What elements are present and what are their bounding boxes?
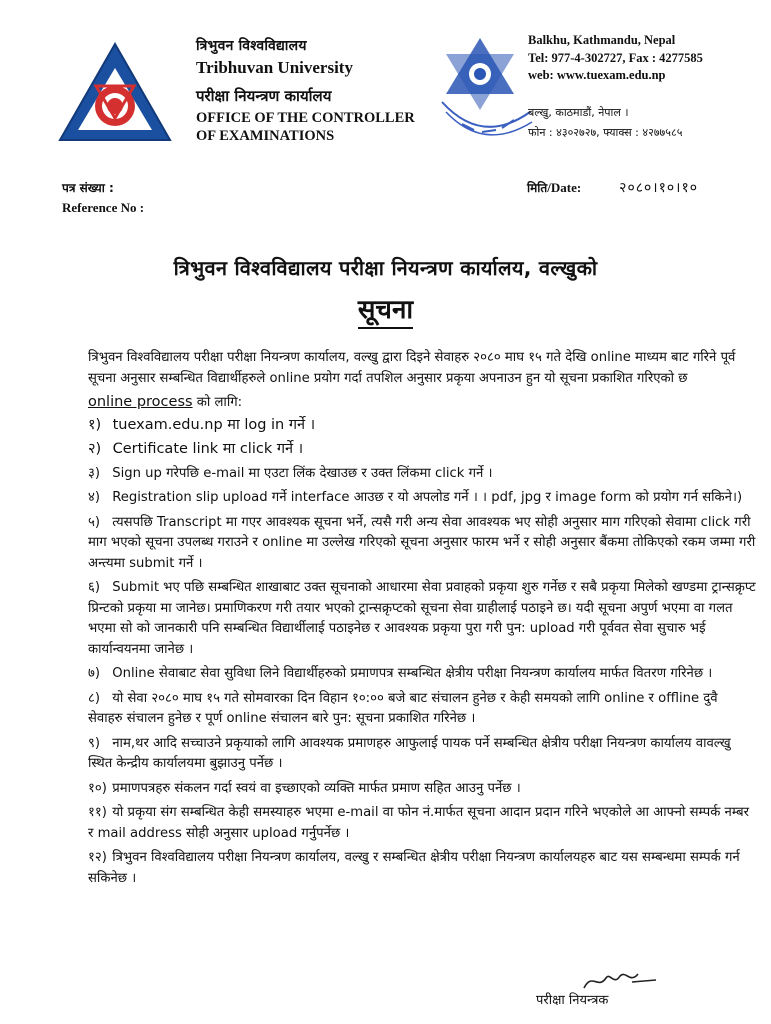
list-item	[88, 439, 756, 460]
item-number: ५)	[88, 514, 101, 530]
item-number: ४)	[88, 490, 101, 505]
tel-fax-en: Tel: 977-4-302727, Fax : 4277585	[528, 50, 703, 65]
process-heading-en: online process	[88, 394, 193, 410]
office-name-en-line1: OFFICE OF THE CONTROLLER	[196, 110, 415, 126]
office-name-np: परीक्षा नियन्त्रण कार्यालय	[196, 87, 332, 105]
patra-sankhya-label: पत्र संख्या :	[62, 181, 114, 195]
date-value: २०८०।१०।१०	[619, 180, 699, 196]
notice-body	[88, 348, 756, 893]
process-heading-np: को लागि:	[192, 395, 243, 410]
signature-label: परीक्षा नियन्त्रक	[536, 993, 609, 1008]
date-block	[527, 178, 698, 197]
contact-block	[528, 32, 763, 143]
item-number: १०)	[88, 780, 107, 796]
list-item	[88, 848, 756, 889]
notice-title: त्रिभुवन विश्वविद्यालय परीक्षा नियन्त्रण कार्यालय, वल्खुको	[173, 256, 598, 280]
item-text: Sign up गरेपछि e-mail मा एउटा लिंक देखाउछ र उक्त लिंकमा click गर्ने ।	[112, 465, 493, 481]
list-item	[88, 664, 756, 685]
list-item	[88, 415, 756, 436]
item-text: त्यसपछि Transcript मा गएर आवश्यक सूचना भर्ने, त्यसै गरी अन्य सेवा आवश्यक भए सोही अनुसार माग गरिएको सेवामा click गरी माग भएको सूचना उपलब्ध गराउने र online मा उल्लेख गरिएको सूचना अनुसार फारम भर्ने र सोही अनुसार बैंकमा तोकिएको रकम जम्मा गरी अन्त्यमा submit गर्ने ।	[88, 514, 756, 571]
university-name-en: Tribhuvan University	[196, 58, 353, 77]
list-item	[88, 734, 756, 775]
office-name-en-line2: OF EXAMINATIONS	[196, 128, 335, 144]
reference-block	[62, 178, 144, 218]
item-text: प्रमाणपत्रहरु संकलन गर्दा स्वयं वा इच्छाएको व्यक्ति मार्फत प्रमाण सहित आउनु पर्नेछ ।	[112, 780, 521, 796]
list-item	[88, 464, 756, 485]
university-name-np: त्रिभुवन विश्वविद्यालय	[196, 38, 307, 54]
list-item	[88, 513, 756, 575]
item-number: १)	[88, 416, 102, 433]
list-item	[88, 578, 756, 660]
office-seal-stamp-icon	[432, 28, 536, 146]
intro-paragraph: त्रिभुवन विश्वविद्यालय परीक्षा परीक्षा नियन्त्रण कार्यालय, वल्खु द्वारा दिइने सेवाहरु २०८० माघ १५ गते देखि online माध्यम बाट गरिने पूर्व सूचना अनुसार सम्बन्धित विद्यार्थीहरुले online प्रयोग गर्दा तपशिल अनुसार प्रकृया अपनाउन हुन यो सूचना प्रकाशित गरिएको छ	[88, 350, 736, 386]
process-heading	[88, 392, 756, 414]
notice-subtitle-text: सूचना	[358, 295, 413, 329]
item-number: ६)	[88, 580, 101, 595]
item-number: ९)	[88, 735, 101, 751]
date-label-en: /Date:	[547, 180, 582, 195]
tel-fax-np: फोन : ४३०२७२७, फ्याक्स : ४२७७५८५	[528, 125, 683, 139]
list-item	[88, 689, 756, 730]
item-text: यो प्रकृया संग सम्बन्धित केही समस्याहरु भएमा e-mail वा फोन नं.मार्फत सूचना आदान प्रदान गरिने भएकोले आ आफ्नो सम्पर्क नम्बर र mail address सोही अनुसार upload गर्नुपर्नेछ ।	[88, 805, 750, 841]
list-item	[88, 488, 756, 509]
office-name-en	[196, 109, 436, 145]
address-en: Balkhu, Kathmandu, Nepal	[528, 33, 676, 47]
item-number: ८)	[88, 690, 101, 706]
address-np: बल्खु, काठमाडौं, नेपाल ।	[528, 105, 629, 119]
item-number: ७)	[88, 666, 101, 681]
website-link[interactable]: web: www.tuexam.edu.np	[528, 68, 666, 82]
item-number: ३)	[88, 465, 101, 481]
reference-no-label: Reference No :	[62, 200, 145, 215]
item-text: tuexam.edu.np मा log in गर्ने ।	[112, 416, 316, 433]
contact-np	[528, 103, 763, 143]
date-label-np: मिति	[527, 181, 548, 195]
item-number: ११)	[88, 805, 107, 820]
item-text: Certificate link मा click गर्ने ।	[112, 441, 304, 457]
item-text: Online सेवाबाट सेवा सुविधा लिने विद्यार्थीहरुको प्रमाणपत्र सम्बन्धित क्षेत्रीय परीक्षा नियन्त्रण कार्यालय मार्फत वितरण गरिनेछ ।	[112, 666, 713, 681]
item-number: १२)	[88, 850, 107, 865]
notice-subtitle	[0, 290, 771, 326]
office-heading	[196, 36, 436, 145]
item-text: Submit भए पछि सम्बन्धित शाखाबाट उक्त सूचनाको आधारमा सेवा प्रवाहको प्रकृया शुरु गर्नेछ र सबै प्रकृया मिलेको खण्डमा ट्रान्सक्रृप्ट प्रिन्टको प्रकृया मा जानेछ। प्रमाणिकरण गरी तयार भएको ट्रान्सक्रृप्टको सूचना सेवा ग्राहीलाई पठाइने छ। यदी सूचना अपुर्ण भएमा वा गलत भएमा सो को जानकारी पनि सम्बन्धित विद्यार्थीलाई पठाइनेछ र आवश्यक प्रकृया पुरा गरी पुन: upload गरी पूर्ववत सेवा सुचारु भई कार्यान्वयनमा जानेछ ।	[88, 580, 756, 657]
item-text: यो सेवा २०८० माघ १५ गते सोमवारका दिन विहान १०:०० बजे बाट संचालन हुनेछ र केही समयको लागि online र offline दुवै सेवाहरु संचालन हुनेछ र पूर्ण online संचालन बारे पुन: सूचना प्रकाशित गरिनेछ ।	[88, 690, 718, 726]
list-item	[88, 803, 756, 844]
item-text: नाम,थर आदि सच्चाउने प्रकृयाको लागि आवश्यक प्रमाणहरु आफुलाई पायक पर्ने सम्बन्धित क्षेत्रीय परीक्षा नियन्त्रण कार्यालय वावल्खु स्थित केन्द्रीय कार्यालयमा बुझाउनु पर्नेछ ।	[88, 735, 731, 771]
item-text: Registration slip upload गर्ने interface आउछ र यो अपलोड गर्ने । । pdf, jpg र image form को प्रयोग गर्न सकिने।)	[112, 490, 743, 505]
list-item	[88, 779, 756, 800]
item-text: त्रिभुवन विश्वविद्यालय परीक्षा नियन्त्रण कार्यालय, वल्खु र सम्बन्धित क्षेत्रीय परीक्षा नियन्त्रण कार्यालयहरु बाट यस सम्बन्धमा सम्पर्क गर्न सकिनेछ ।	[88, 850, 740, 886]
tribhuvan-university-logo	[56, 40, 174, 148]
item-number: २)	[88, 441, 102, 457]
